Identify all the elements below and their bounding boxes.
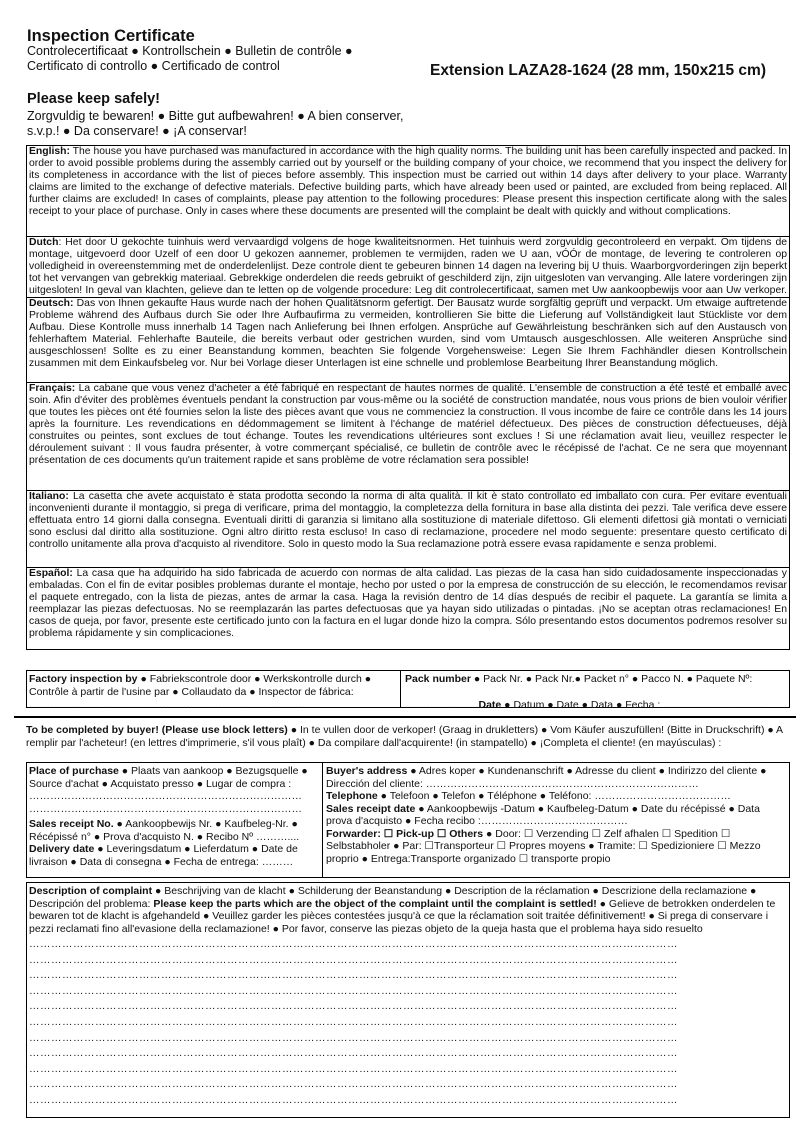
delivery-date-label: Delivery date — [29, 843, 95, 855]
certificate-subtitle: Controlecertificaat ● Kontrollschein ● Bulletin de contrôle ● Certificato di controllo ● Certificado de control — [27, 44, 353, 73]
notice-label: Dutch — [29, 237, 59, 248]
keep-safely-title: Please keep safely! — [27, 91, 161, 107]
forwarder-label: Forwarder: ☐ Pick-up ☐ Others — [326, 827, 484, 840]
pack-number-field[interactable] — [401, 671, 789, 711]
notice-text: La cabane que vous venez d'acheter a été fabriqué en respectant de hautes normes de qualité. L'ensemble de construction a été testé et emballé avec soin. Afin d'éviter des problèmes éventuels pendant la construction par vous-même ou la société de construction mandatée, nous vous prions de bien vouloir vérifier que toutes les pièces ont été fournies selon la liste des pièces avant que vous ne commenciez la construction. Il vous incombe de faire ce contrôle dans les 14 jours après la fourniture. Les revendications en dédommagement se limitent à l'échange de matériel défectueux. Des pièces de construction défectueuses, déjà construites ou peintes, sont exclues de tout échange. Toutes les revendications ultérieures sont exclues ! Si une réclamation avait lieu, veuillez respecter le déroulement suivant : Il vous faudra présenter, à votre commerçant spécialisé, ce bulletin de contrôle avec le récépissé de l'achat. Ce ne sera que moyennant présentation de ces documents qu'un traitement rapide et sans problème de votre réclamation sera possible! — [29, 383, 787, 466]
buyer-address-field[interactable] — [326, 765, 786, 790]
complaint-line[interactable]: …………………………………………………………………………………………………………………………………………………………… — [29, 953, 678, 966]
purchase-details — [27, 763, 323, 877]
buyer-instructions — [26, 724, 790, 749]
complaint-label: Description of complaint — [29, 885, 153, 897]
factory-inspection-label: Factory inspection by — [29, 673, 138, 685]
factory-inspection-text: ● Fabriekscontrole door ● Werkskontrolle durch ● Contrôle à partir de l'usine par ● Collaudato da ● Inspector de fábrica: — [29, 673, 372, 698]
notice-italiano — [27, 491, 789, 568]
buyer-details-form — [26, 762, 790, 878]
notice-label: English: — [29, 146, 70, 157]
place-of-purchase-dots: …………………………………………………………………… — [29, 790, 302, 802]
sales-receipt-date-field[interactable] — [326, 803, 786, 828]
notice-label: Italiano: — [29, 491, 69, 502]
complaint-instructions — [29, 885, 787, 935]
section-divider — [14, 716, 796, 718]
product-extension: Extension LAZA28-1624 (28 mm, 150x215 cm) — [430, 62, 766, 79]
notice-label: Deutsch: — [29, 298, 74, 309]
certificate-title: Inspection Certificate — [27, 27, 195, 45]
sales-receipt-number-label: Sales receipt No. — [29, 818, 114, 830]
delivery-date-text: ● Leveringsdatum ● Lieferdatum ● Date de livraison ● Data di consegna ● Fecha de entrega: ……… — [29, 843, 298, 868]
sales-receipt-date-text: ● Aankoopbewijs -Datum ● Kaufbeleg-Datum ● Date du récépissé ● Data prova d'acquisto ● Fecha recibo :…………………………………… — [326, 802, 760, 827]
notice-label: Español: — [29, 568, 73, 579]
complaint-text: ● Beschrijving van de klacht ● Schilderung der Beanstandung ● Description de la réclamation ● Descrizione della reclamazione ● Descripción del problema: — [29, 885, 757, 910]
buyer-instructions-text: ● In te vullen door de verkoper! (Graag in drukletters) ● Vom Käufer auszufüllen! (Bitte in Druckschrift) ● A remplir par l'acheteur! (en lettres d'imprimerie, s'il vous plaît) ● Da compilare dall'acquirente! (in stampatello) ● ¡Completa el cliente! (en mayúsculas) : — [26, 724, 783, 749]
factory-inspection-field[interactable] — [27, 671, 401, 711]
complaint-write-lines[interactable] — [29, 937, 787, 1109]
pack-number-label: Pack number — [405, 673, 471, 685]
complaint-line[interactable]: …………………………………………………………………………………………………………………………………………………………… — [29, 1093, 678, 1106]
telephone-label: Telephone — [326, 790, 378, 802]
place-of-purchase-label: Place of purchase — [29, 765, 119, 777]
language-notices — [26, 145, 790, 650]
notice-text: La casa que ha adquirido ha sido fabricada de acuerdo con normas de alta calidad. Las piezas de la casa han sido cuidadosamente inspeccionadas y embaladas. Con el fin de evitar posibles problemas durante el montaje, hecho por usted o por la empresa de construcción de su elección, le recomendamos revisar el paquete entregado, con la lista de piezas, antes de armar la casa. Haga la revisión dentro de 14 días después de recibir el paquete. La garantía se limita a reemplazar las piezas defectuosas. No se reemplazarán las partes defectuosas que ya hayan sido utilizadas o pintadas. ¡No se aceptan otras reclamaciones! En casos de queja, por favor, presente este certificado junto con la factura en el lugar donde hizo la compra. Sólo presentando estos documentos podremos resolver su problema rápidamente y sin complicaciones. — [29, 568, 787, 639]
notice-espanol — [27, 568, 789, 649]
complaint-line[interactable]: …………………………………………………………………………………………………………………………………………………………… — [29, 1015, 678, 1028]
date-text: ● Datum ● Date ● Data ● Fecha :.................................... — [501, 699, 766, 711]
factory-inspection-box — [26, 670, 790, 711]
complaint-line[interactable]: …………………………………………………………………………………………………………………………………………………………… — [29, 1031, 678, 1044]
pack-number-text: ● Pack Nr. ● Pack Nr.● Packet n° ● Pacco N. ● Paquete Nº: — [470, 673, 753, 685]
complaint-line[interactable]: …………………………………………………………………………………………………………………………………………………………… — [29, 1078, 678, 1091]
complaint-description-box — [26, 882, 790, 1118]
factory-inspection-dots: ……………………………………………………………………...... — [29, 699, 320, 711]
telephone-text: ● Telefoon ● Telefon ● Téléphone ● Teléfono: ………………………………… — [377, 790, 731, 802]
complaint-line[interactable]: …………………………………………………………………………………………………………………………………………………………… — [29, 969, 678, 982]
notice-dutch — [27, 237, 789, 298]
sales-receipt-number-field[interactable] — [29, 818, 320, 843]
notice-text: La casetta che avete acquistato è stata prodotta secondo la norma di alta qualità. Il kit è stato controllato ed imballato con cura. Per evitare eventuali inconvenienti durante il montaggio, si prega di verificare, prima del montaggio, la completezza della fornitura in base alla distinta dei pezzi. Tale verifica deve essere effettuata entro 14 giorni dalla consegna. Eventuali diritti di garanzia si limitano alla sostituzione di materiale difettoso. Gli elementi difettosi già montati o verniciati sono esclusi dal diritto alla sostituzione. Ogni altro diritto resta escluso! In caso di reclamazione, procedere nel modo seguente: presentare questo certificato di controllo unitamente alla prova d'acquisto al rivenditore. Solo in questo modo la Sua reclamazione potrà essere evasa rapidamente e senza problemi. — [29, 491, 787, 550]
sales-receipt-date-label: Sales receipt date — [326, 802, 416, 815]
complaint-text: ● Gelieve de betrokken onderdelen te bewaren tot de klacht is afgehandeld ● Veuillez garder les pièces contestées jusqu'à ce que la réclamation soit traitée définitivement! ● Si prega di conservare i pezzi reclamati fino all'evasione della reclamazione! ● Por favor, conserve las piezas objeto de la queja hasta que el problema haya sido resuelto — [29, 897, 776, 935]
buyer-address-text: ● Adres koper ● Kundenanschrift ● Adresse du client ● Indirizzo del cliente ● Dirección del cliente: …………………………………………………………………… — [326, 765, 767, 790]
notice-deutsch — [27, 298, 789, 383]
notice-english — [27, 146, 789, 237]
notice-text: : Het door U gekochte tuinhuis werd vervaardigd volgens de hoge kwaliteitsnormen. Het tuinhuis werd zorgvuldig gecontroleerd en verpakt. Om tijdens de montage, uitgevoerd door Uzelf of een door U gekozen aannemer, problemen te vermijden, raden we U aan, vÓÓr de montage, de levering te controleren op volledigheid in overeenstemming met de onderdelenlijst. Deze controle dient te gebeuren binnen 14 dagen na levering bij U thuis. Waarborgvorderingen zijn beperkt tot het vervangen van gebrekkig materiaal. Gebrekkige onderdelen die reeds gebruikt of geschilderd zijn, zijn uitgesloten van vervanging. Alle latere vorderingen zijn uitgesloten! In geval van klachten, gelieve dan te letten op de volgende procedure: Leg dit controlecertificaat, samen met Uw aankoopbewijs voor aan Uw verkoper. — [29, 237, 787, 296]
sales-receipt-number-text: ● Aankoopbewijs Nr. ● Kaufbeleg-Nr. ● Récépissé n° ● Prova d'acquisto N. ● Recibo Nº ……….... — [29, 818, 300, 843]
complaint-line[interactable]: …………………………………………………………………………………………………………………………………………………………… — [29, 1000, 678, 1013]
place-of-purchase-field[interactable] — [29, 765, 320, 815]
complaint-line[interactable]: …………………………………………………………………………………………………………………………………………………………… — [29, 984, 678, 997]
place-of-purchase-dots: …………………………………………………………………… — [29, 802, 302, 815]
delivery-date-field[interactable] — [29, 843, 320, 868]
buyer-contact-details — [323, 763, 789, 877]
notice-francais — [27, 383, 789, 491]
pack-number-dots: ………………… — [405, 699, 479, 711]
complaint-line[interactable]: …………………………………………………………………………………………………………………………………………………………… — [29, 1047, 678, 1060]
complaint-line[interactable]: …………………………………………………………………………………………………………………………………………………………… — [29, 1062, 678, 1075]
complaint-keep-parts-note: Please keep the parts which are the object of the complaint until the complaint is settled! — [153, 897, 597, 910]
buyer-instructions-title: To be completed by buyer! (Please use block letters) — [26, 724, 288, 736]
notice-label: Français: — [29, 383, 76, 394]
notice-text: The house you have purchased was manufactured in accordance with the high quality norms. The building unit has been carefully inspected and packed. In order to avoid possible problems during the assembly carried out by yourself or the building company of your choice, we recommend that you inspect the delivery for its completeness in accordance with the list of pieces before assembly. This inspection must be carried out within 14 days after delivery to your place. Warranty claims are limited to the exchange of defective materials. Defective building parts, which have already been used or painted, are excluded from being replaced. All further claims are excluded! In cases of complaints, please pay attention to the following procedures: Please present this inspection certificate along with the sales receipt to your place of purchase. Only in cases where these documents are presented will the complaint be dealt with quickly and without complications. — [29, 146, 788, 217]
telephone-field[interactable] — [326, 790, 786, 803]
notice-text: Das von Ihnen gekaufte Haus wurde nach der hohen Qualitätsnorm gefertigt. Der Bausatz wurde sorgfältig geprüft und verpackt. Um etwaige auftretende Probleme während des Aufbaus durch Sie oder Ihre Aufbaufirma zu vermeiden, kontrollieren Sie bitte die Lieferung auf Vollständigkeit laut Stückliste vor dem Aufbau. Diese Kontrolle muss innerhalb 14 Tagen nach Anlieferung bei Ihnen erfolgen. Ansprüche auf Gewährleistung beschränken sich auf den Austausch von fehlerhaftem Material. Fehlerhafte Bauteile, die bereits verbaut oder gestrichen wurden, sind vom Umtausch ausgeschlossen. Alle weiteren Ansprüche sind ausgeschlossen! Sollte es zu einer Beanstandung kommen, beachten Sie folgende Vorgehensweise: Legen Sie Ihrem Fachhändler diesen Kontrollschein zusammen mit dem Einkaufsbeleg vor. Nur bei Vorlage dieser Unterlagen ist eine schnelle und problemlose Bearbeitung Ihrer Beanstandung möglich. — [29, 298, 787, 369]
keep-safely-subtitle: Zorgvuldig te bewaren! ● Bitte gut aufbewahren! ● A bien conserver, s.v.p.! ● Da conservare! ● ¡A conservar! — [27, 109, 404, 138]
forwarder-text: ● Door: ☐ Verzending ☐ Zelf afhalen ☐ Spedition ☐ Selbstabholer ● Par: ☐Transporteur ☐ Propres moyens ● Tramite: ☐ Spedizioniere ☐ Mezzo proprio ● Entrega:Transporte organizado ☐ transporte propio — [326, 827, 761, 865]
forwarder-options[interactable] — [326, 828, 786, 866]
buyer-address-label: Buyer's address — [326, 765, 408, 777]
date-label: Date — [478, 699, 502, 711]
complaint-line[interactable]: …………………………………………………………………………………………………………………………………………………………… — [29, 938, 678, 950]
place-of-purchase-text: ● Plaats van aankoop ● Bezugsquelle ● Source d'achat ● Acquistato presso ● Lugar de compra : — [29, 765, 308, 790]
